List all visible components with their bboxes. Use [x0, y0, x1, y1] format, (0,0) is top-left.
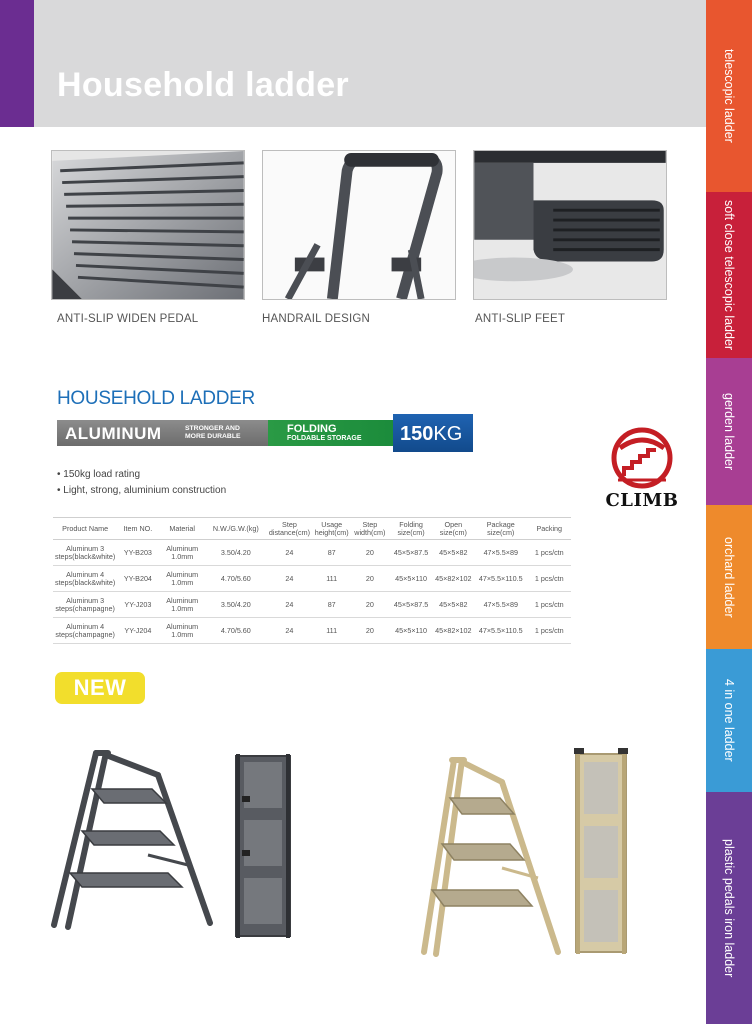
table-cell: 47×5.5×89 [474, 592, 528, 618]
champagne-ladder-folded [570, 748, 632, 958]
table-cell: 45×5×110 [389, 566, 432, 592]
bullet-item: • Light, strong, aluminium construction [57, 485, 227, 496]
side-tab-telescopic-ladder[interactable]: telescopic ladder [706, 0, 752, 192]
spec-table [53, 517, 571, 644]
table-cell: 1 pcs/ctn [528, 618, 571, 644]
table-cell: 20 [350, 618, 389, 644]
bullet-item: • 150kg load rating [57, 469, 141, 480]
table-header-cell: N.W./G.W.(kg) [206, 518, 266, 540]
table-cell: YY-B203 [117, 540, 158, 566]
side-tabs [706, 0, 752, 1024]
table-cell: 87 [313, 592, 350, 618]
table-cell: 45×5×87.5 [389, 540, 432, 566]
table-cell: 45×5×110 [389, 618, 432, 644]
header-accent-bar [0, 0, 34, 127]
table-cell: 24 [266, 540, 313, 566]
feet-photo [473, 150, 667, 300]
pedal-illustration [52, 151, 244, 299]
table-cell: Aluminum 3 steps(champagne) [53, 592, 117, 618]
table-cell: 4.70/5.60 [206, 566, 266, 592]
table-header-cell: Folding size(cm) [389, 518, 432, 540]
table-header-cell: Package size(cm) [474, 518, 528, 540]
header-band [0, 0, 706, 127]
handrail-illustration [263, 151, 455, 299]
banner-aluminum-text: ALUMINUM [65, 424, 162, 443]
table-cell: Aluminum 1.0mm [159, 592, 206, 618]
table-header-cell: Open size(cm) [433, 518, 474, 540]
table-row [53, 618, 571, 644]
climb-logo-text: CLIMB [605, 490, 679, 511]
spec-banner [57, 414, 477, 456]
table-cell: Aluminum 4 steps(champagne) [53, 618, 117, 644]
new-badge: NEW [55, 672, 145, 704]
black-ladder-open [48, 745, 218, 935]
table-cell: 1 pcs/ctn [528, 566, 571, 592]
table-cell: 87 [313, 540, 350, 566]
table-cell: 111 [313, 618, 350, 644]
table-cell: 24 [266, 592, 313, 618]
table-cell: YY-J203 [117, 592, 158, 618]
side-tab-plastic-pedals-iron-ladder[interactable]: plastic pedals iron ladder [706, 792, 752, 1024]
table-cell: Aluminum 4 steps(black&white) [53, 566, 117, 592]
side-tab-gerden-ladder[interactable]: gerden ladder [706, 358, 752, 505]
feet-illustration [474, 151, 666, 299]
table-header-cell: Material [159, 518, 206, 540]
table-cell: Aluminum 3 steps(black&white) [53, 540, 117, 566]
table-row [53, 566, 571, 592]
table-cell: 45×5×82 [433, 540, 474, 566]
side-tab-4-in-one-ladder[interactable]: 4 in one ladder [706, 649, 752, 792]
table-cell: YY-J204 [117, 618, 158, 644]
table-cell: 24 [266, 566, 313, 592]
table-header-row [53, 518, 571, 540]
table-cell: 45×82×102 [433, 566, 474, 592]
table-cell: 47×5.5×110.5 [474, 566, 528, 592]
feature-label-pedal: ANTI-SLIP WIDEN PEDAL [57, 313, 199, 325]
table-cell: 20 [350, 566, 389, 592]
table-row [53, 540, 571, 566]
black-ladder-folded [232, 750, 294, 940]
handrail-photo [262, 150, 456, 300]
table-cell: 47×5.5×89 [474, 540, 528, 566]
table-cell: 1 pcs/ctn [528, 592, 571, 618]
table-cell: 4.70/5.60 [206, 618, 266, 644]
banner-folding-text: FOLDING [287, 423, 337, 435]
champagne-ladder-open [418, 752, 568, 962]
section-title: HOUSEHOLD LADDER [57, 388, 255, 409]
table-cell: 24 [266, 618, 313, 644]
table-cell: YY-B204 [117, 566, 158, 592]
table-header-cell: Packing [528, 518, 571, 540]
table-header-cell: Step width(cm) [350, 518, 389, 540]
table-header-cell: Step distance(cm) [266, 518, 313, 540]
table-row [53, 592, 571, 618]
table-cell: 3.50/4.20 [206, 540, 266, 566]
table-cell: 45×5×82 [433, 592, 474, 618]
table-cell: Aluminum 1.0mm [159, 566, 206, 592]
table-cell: 47×5.5×110.5 [474, 618, 528, 644]
banner-stronger-text: STRONGER AND MORE DURABLE [185, 425, 241, 440]
table-cell: 20 [350, 540, 389, 566]
table-cell: 20 [350, 592, 389, 618]
table-body [53, 540, 571, 644]
feature-label-handrail: HANDRAIL DESIGN [262, 313, 371, 325]
side-tab-orchard-ladder[interactable]: orchard ladder [706, 505, 752, 649]
side-tab-soft-close-telescopic-ladder[interactable]: soft close telescopic ladder [706, 192, 752, 358]
table-header-cell: Usage height(cm) [313, 518, 350, 540]
feature-bullets [57, 467, 226, 499]
table-cell: 3.50/4.20 [206, 592, 266, 618]
table-cell: 1 pcs/ctn [528, 540, 571, 566]
table-header-cell: Product Name [53, 518, 117, 540]
table-cell: Aluminum 1.0mm [159, 618, 206, 644]
page-title: Household ladder [57, 66, 349, 104]
table-cell: Aluminum 1.0mm [159, 540, 206, 566]
table-cell: 45×5×87.5 [389, 592, 432, 618]
feature-label-feet: ANTI-SLIP FEET [475, 313, 566, 325]
table-cell: 111 [313, 566, 350, 592]
banner-load-text: 150KG [400, 423, 463, 445]
table-cell: 45×82×102 [433, 618, 474, 644]
pedal-photo [51, 150, 245, 300]
table-header-cell: Item NO. [117, 518, 158, 540]
banner-foldable-text: FOLDABLE STORAGE [287, 435, 362, 442]
